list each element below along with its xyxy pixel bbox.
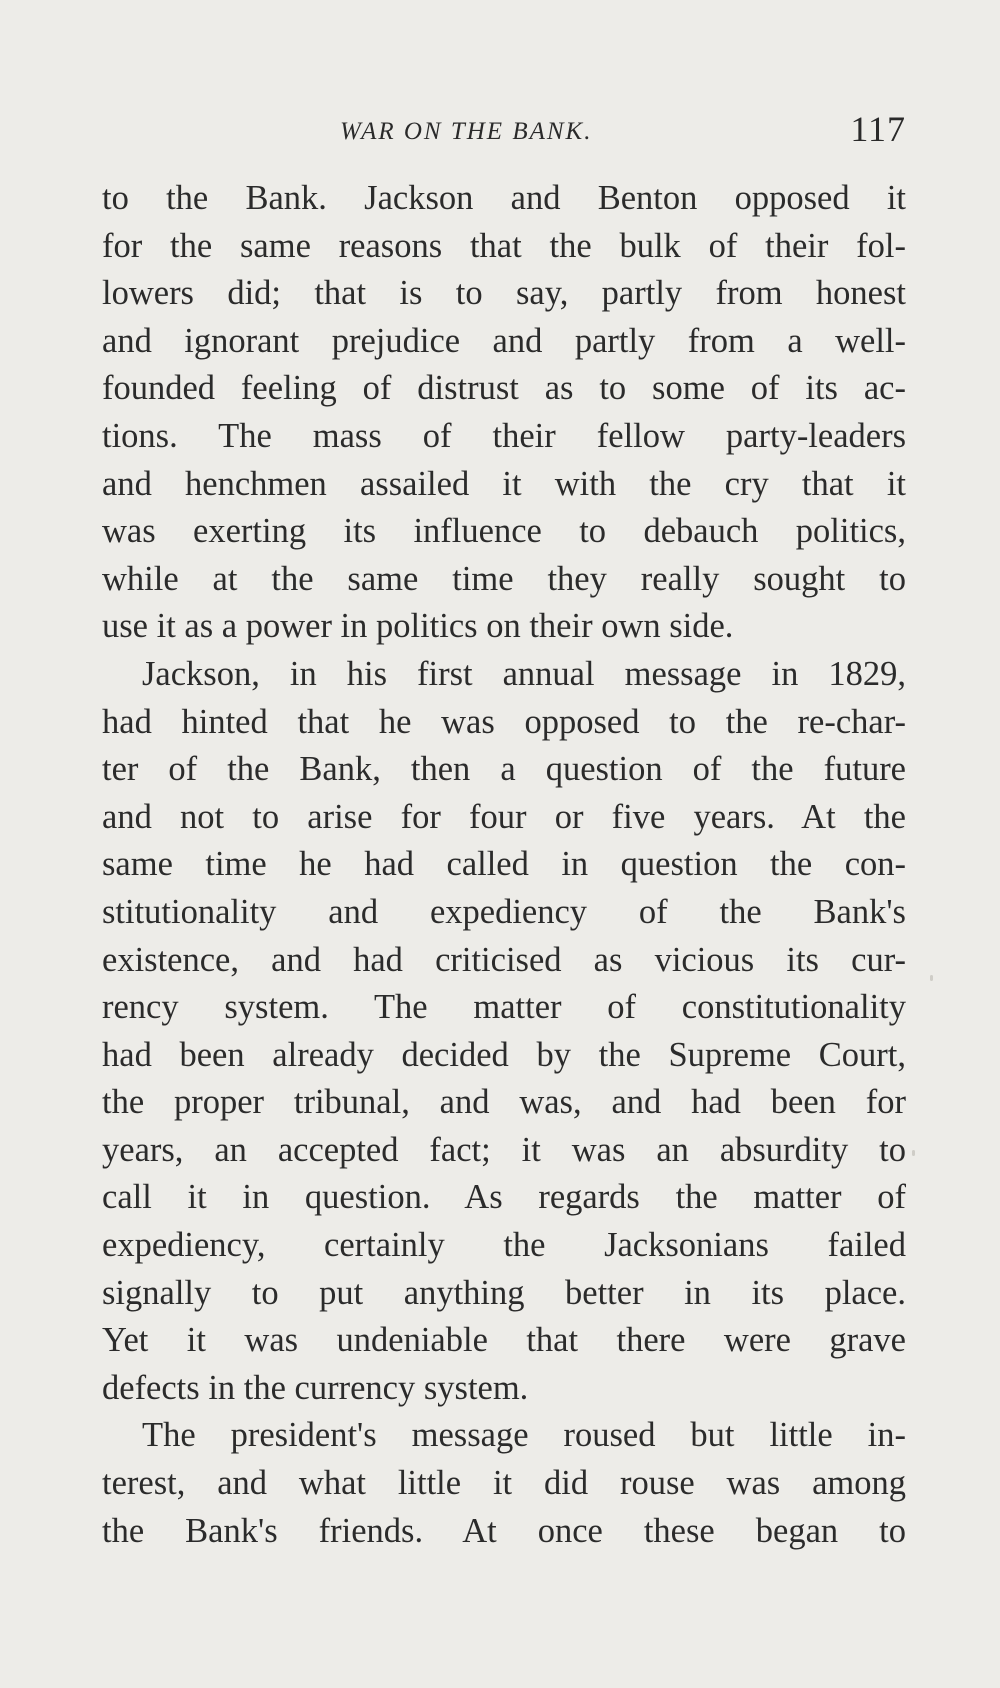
text-line: defects in the currency system. [102, 1368, 529, 1407]
text-line: lowers did; that is to say, partly from honest [102, 274, 906, 313]
text-line: expediency, certainly the Jacksonians failed [102, 1226, 906, 1265]
text-line: the Bank's friends. At once these began to [102, 1511, 906, 1550]
text-line: call it in question. As regards the matter of [102, 1178, 906, 1217]
text-line: and ignorant prejudice and partly from a well- [102, 321, 906, 360]
text-line: founded feeling of distrust as to some of its ac- [102, 369, 906, 408]
text-line: years, an accepted fact; it was an absurdity to [102, 1130, 906, 1169]
text-line: tions. The mass of their fellow party-leaders [102, 416, 906, 455]
text-line: rency system. The matter of constitutionality [102, 988, 906, 1027]
paragraph [102, 651, 906, 1413]
text-line: same time he had called in question the con- [102, 845, 906, 884]
text-line: the proper tribunal, and was, and had been for [102, 1083, 906, 1122]
text-line: Yet it was undeniable that there were grave [102, 1321, 906, 1360]
running-head [104, 108, 906, 158]
text-line: had been already decided by the Supreme Court, [102, 1035, 906, 1074]
body-text [102, 175, 906, 1555]
paragraph [102, 1412, 906, 1555]
running-head-title: WAR ON THE BANK. [340, 118, 593, 145]
text-line: to the Bank. Jackson and Benton opposed it [102, 179, 906, 217]
text-line: use it as a power in politics on their own side. [102, 607, 734, 646]
text-line: had hinted that he was opposed to the re-char- [102, 702, 906, 741]
text-line: stitutionality and expediency of the Bank's [102, 892, 906, 931]
text-line: The president's message roused but little in- [142, 1416, 906, 1455]
margin-speck [912, 1150, 915, 1156]
text-line: while at the same time they really sought to [102, 559, 906, 598]
paragraph [102, 175, 906, 651]
page-number: 117 [850, 109, 906, 149]
text-line: signally to put anything better in its place. [102, 1273, 906, 1312]
text-line: was exerting its influence to debauch politics, [102, 512, 906, 551]
text-line: existence, and had criticised as vicious its cur- [102, 940, 906, 979]
text-line: Jackson, in his first annual message in 1829, [142, 654, 906, 693]
margin-speck [930, 975, 933, 981]
text-line: and henchmen assailed it with the cry that it [102, 464, 906, 503]
text-line: and not to arise for four or five years. At the [102, 797, 906, 836]
text-line: terest, and what little it did rouse was among [102, 1464, 906, 1503]
text-line: ter of the Bank, then a question of the future [102, 750, 906, 789]
text-line: for the same reasons that the bulk of their fol- [102, 226, 906, 265]
